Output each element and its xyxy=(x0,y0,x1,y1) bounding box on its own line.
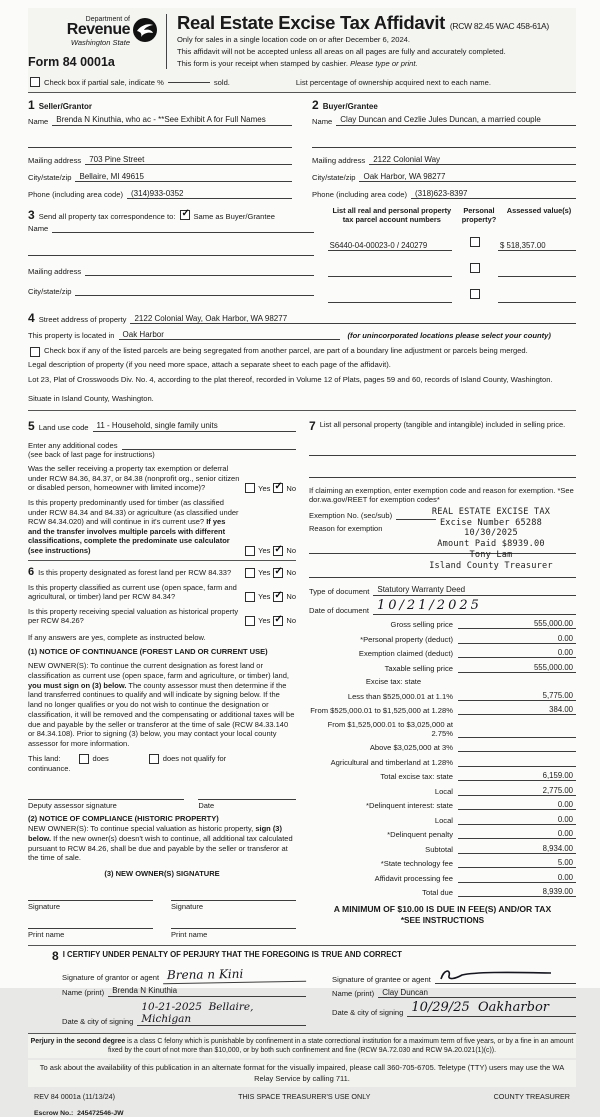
forest-yes-checkbox[interactable] xyxy=(245,568,255,578)
seller-city-label: City/state/zip xyxy=(28,172,72,182)
tax-row-label: Exemption claimed (deduct) xyxy=(358,649,453,659)
notice2-part-b: If the new owner(s) doesn't wish to continue, all additional tax calculated pursuant to RCW 84.26, shall be due and payable by the seller or transferor at the time of sale. xyxy=(28,833,293,863)
escrow-line xyxy=(28,1101,576,1117)
parcel-number-field-3[interactable] xyxy=(328,293,452,303)
footer xyxy=(28,1033,576,1117)
personal-property-intro: List all personal property (tangible and intangible) included in selling price. xyxy=(319,419,566,429)
dor-logo-block xyxy=(28,14,160,69)
historic-yes-checkbox[interactable] xyxy=(245,616,255,626)
notice-compliance-title: (2) NOTICE OF COMPLIANCE (HISTORIC PROPERTY) xyxy=(28,813,219,823)
tax-row-value xyxy=(458,742,576,752)
stamp-amount-paid: Amount Paid $8939.00 xyxy=(437,539,545,550)
left-column xyxy=(28,415,296,939)
section4-number: 4 xyxy=(28,310,35,325)
current-use-question xyxy=(28,583,296,602)
same-as-buyer-label: Same as Buyer/Grantee xyxy=(193,212,275,222)
tax-row-label: From $1,525,000.01 to $3,025,000 at 2.75% xyxy=(327,719,453,738)
owner-signature-label-1: Signature xyxy=(28,901,61,911)
timber-agriculture-question xyxy=(28,498,296,561)
does-not-checkbox[interactable] xyxy=(149,754,159,764)
buyer-name-field[interactable]: Clay Duncan and Cezlie Jules Duncan, a married couple xyxy=(336,115,576,125)
grantee-city-value: Oakharbor xyxy=(478,1000,549,1016)
exemption-no-label: Exemption No. (sec/sub) xyxy=(309,510,393,520)
main-columns xyxy=(28,410,576,939)
codes-note: (see back of last page for instructions) xyxy=(28,449,155,459)
treasurer-stamp xyxy=(393,507,589,571)
partial-sale-percent-field[interactable] xyxy=(168,82,210,83)
notice-continuance-title: (1) NOTICE OF CONTINUANCE (FOREST LAND OR CURRENT USE) xyxy=(28,646,268,656)
header-note-3-text: This form is your receipt when stamped by cashier. xyxy=(177,58,348,68)
new-owner-signature-title: (3) NEW OWNER(S) SIGNATURE xyxy=(104,869,220,879)
type-or-print-note: Please type or print. xyxy=(350,58,418,68)
grantor-signature-block xyxy=(62,964,306,1026)
grantee-date-field[interactable] xyxy=(407,1001,576,1017)
washington-state-label: Washington State xyxy=(70,38,130,48)
seller-city-field[interactable]: Bellaire, MI 49615 xyxy=(75,172,292,182)
yes-label: Yes xyxy=(258,592,271,602)
stamp-treasurer-title: Island County Treasurer xyxy=(429,560,553,571)
buyer-city-field[interactable]: Oak Harbor, WA 98277 xyxy=(359,172,576,182)
tax-row-label: Local xyxy=(434,815,453,825)
parcel-row-2 xyxy=(328,259,576,277)
street-address-label: Street address of property xyxy=(38,314,127,324)
certify-statement: I CERTIFY UNDER PENALTY OF PERJURY THAT THE FOREGOING IS TRUE AND CORRECT xyxy=(62,949,402,959)
header-note-1: Only for sales in a single location code on or after December 6, 2024. xyxy=(177,35,411,44)
deputy-date-field[interactable] xyxy=(198,788,296,800)
buyer-name-label: Name xyxy=(312,116,333,126)
notice-compliance-body xyxy=(28,824,296,863)
section7-number: 7 xyxy=(309,418,316,433)
parcel-numbers-header: List all real and personal property tax parcel account numbers xyxy=(332,206,452,225)
accessibility-paragraph: To ask about the availability of this publication in an alternate format for the visually impaired, please call 360-705-6705. Teletype (TTY) users may use the WA Relay Service by calling 711. xyxy=(28,1060,576,1086)
tax-row-label: *State technology fee xyxy=(380,859,453,869)
seller-name-label: Name xyxy=(28,116,49,126)
exemption-and-stamp xyxy=(309,506,576,579)
tax-row-label: Agricultural and timberland at 1.28% xyxy=(330,757,453,767)
dept-of-label: Department of xyxy=(85,16,130,23)
grantee-signature-field[interactable] xyxy=(435,968,576,984)
yes-label: Yes xyxy=(258,616,271,626)
section1-heading: Seller/Grantor xyxy=(38,102,93,112)
deputy-date-label: Date xyxy=(198,800,215,810)
tax-computation-table xyxy=(309,619,576,897)
tax-row-value: 5,775.00 xyxy=(458,691,576,701)
section2-heading: Buyer/Grantee xyxy=(322,102,378,112)
partial-sale-label: Check box if partial sale, indicate % xyxy=(44,77,164,87)
form-header xyxy=(28,8,576,71)
notice2-bold: sign (3) below. xyxy=(28,824,282,843)
personal-property-header: Personal property? xyxy=(461,206,497,225)
tax-row-value: 0.00 xyxy=(458,815,576,825)
tax-row-value: 555,000.00 xyxy=(458,663,576,673)
assessed-values-header: Assessed value(s) xyxy=(506,206,572,216)
exemption-yes-checkbox[interactable] xyxy=(245,483,255,493)
does-not-label: does not qualify for xyxy=(162,754,227,764)
buyer-city-label: City/state/zip xyxy=(312,172,356,182)
escrow-label: Escrow No.: xyxy=(34,1109,74,1117)
owner-printname-field-1[interactable] xyxy=(28,917,153,929)
does-checkbox[interactable] xyxy=(79,754,89,764)
section1-number: 1 xyxy=(28,98,35,113)
grantee-signature-label: Signature of grantee or agent xyxy=(332,974,431,984)
tax-row-label: Taxable selling price xyxy=(384,663,453,673)
notice2-part-a: NEW OWNER(S): To continue special valuation as historic property, xyxy=(28,824,256,834)
timber-yes-checkbox[interactable] xyxy=(245,546,255,556)
grantor-printname-field[interactable]: Brenda N Kinuthia xyxy=(108,986,306,996)
buyer-phone-label: Phone (including area code) xyxy=(312,190,407,200)
tax-row-value: 555,000.00 xyxy=(458,619,576,629)
exemption-deferral-question xyxy=(28,464,296,493)
tax-row-label: Less than $525,000.01 at 1.1% xyxy=(347,691,453,701)
stamp-title: REAL ESTATE EXCISE TAX xyxy=(431,506,551,517)
correspondence-city-field[interactable] xyxy=(75,286,313,296)
buyer-section xyxy=(312,97,576,199)
header-note-3 xyxy=(177,59,576,68)
perjury-paragraph xyxy=(28,1034,576,1059)
tax-row-label: *Personal property (deduct) xyxy=(360,634,453,644)
seller-section xyxy=(28,97,292,199)
tax-row-value: 8,934.00 xyxy=(458,844,576,854)
owner-signature-field-1[interactable] xyxy=(28,889,153,901)
tax-row-value: 0.00 xyxy=(458,648,576,658)
county-note: (for unincorporated locations please select your county) xyxy=(347,331,551,341)
yes-label: Yes xyxy=(258,546,271,556)
buyer-phone-field[interactable]: (318)623-8397 xyxy=(411,189,576,199)
owner-signature-field-2[interactable] xyxy=(171,889,296,901)
street-address-field[interactable]: 2122 Colonial Way, Oak Harbor, WA 98277 xyxy=(130,314,576,324)
ownership-note: List percentage of ownership acquired next to each name. xyxy=(295,77,491,87)
current-use-yes-checkbox[interactable] xyxy=(245,592,255,602)
grantor-signature-field[interactable]: Brena n Kini xyxy=(163,966,306,983)
section2-number: 2 xyxy=(312,98,319,113)
type-of-document-field[interactable]: Statutory Warranty Deed xyxy=(373,585,576,595)
exemption-no-checkbox[interactable] xyxy=(273,483,283,493)
tax-row-label: Affidavit processing fee xyxy=(374,873,453,883)
no-label: No xyxy=(286,616,296,626)
form-number: Form 84 0001a xyxy=(28,55,115,70)
tax-row-label: *Delinquent penalty xyxy=(387,830,453,840)
timber-no-checkbox[interactable] xyxy=(273,546,283,556)
deputy-signature-label: Deputy assessor signature xyxy=(28,800,117,810)
right-column xyxy=(309,415,576,939)
personal-property-field-1[interactable] xyxy=(309,444,576,456)
personal-property-checkbox-1[interactable] xyxy=(470,237,480,247)
seller-name-field[interactable]: Brenda N Kinuthia, who ac - **See Exhibit A for Full Names xyxy=(52,115,292,125)
parcel-number-field[interactable]: S6440-04-00023-0 / 240279 xyxy=(328,241,452,251)
tax-row-value: 0.00 xyxy=(458,873,576,883)
grantee-printname-label: Name (print) xyxy=(332,989,375,999)
tax-row-value: 8,939.00 xyxy=(458,887,576,897)
partial-sale-checkbox[interactable] xyxy=(30,77,40,87)
form-title-text: Real Estate Excise Tax Affidavit xyxy=(177,12,446,33)
grantor-printname-label: Name (print) xyxy=(62,987,105,997)
seller-mailing-label: Mailing address xyxy=(28,155,82,165)
correspondence-mailing-label: Mailing address xyxy=(28,267,82,277)
yes-label: Yes xyxy=(258,483,271,493)
dor-swirl-icon xyxy=(132,17,158,43)
exemption-note: If claiming an exemption, enter exemption code and reason for exemption. *See dor.wa.gov/REET for exemption codes* xyxy=(309,485,574,505)
notice1-bold: you must sign on (3) below. xyxy=(28,680,127,690)
owner-printname-field-2[interactable] xyxy=(171,917,296,929)
if-yes-note: If any answers are yes, complete as instructed below. xyxy=(28,632,206,642)
assessed-value-field[interactable]: $ 518,357.00 xyxy=(498,241,576,251)
located-in-label: This property is located in xyxy=(28,331,115,341)
new-owner-signature-row xyxy=(28,889,296,911)
no-label: No xyxy=(286,568,296,578)
tax-row-value: 0.00 xyxy=(458,634,576,644)
legal-description-text: Lot 23, Plat of Crosswoods Div. No. 4, according to the plat thereof, recorded in Volume 12 of Plats, pages 59 and 60, records of Island County, Washington. xyxy=(28,374,553,384)
grantee-date-value: 10/29/25 xyxy=(411,1000,470,1016)
rcw-reference: (RCW 82.45 WAC 458-61A) xyxy=(449,21,549,31)
reason-exemption-label: Reason for exemption xyxy=(309,523,383,533)
date-of-document-label: Date of document xyxy=(309,605,369,615)
tax-row-label: Total due xyxy=(422,888,453,898)
notice-continuance-body xyxy=(28,661,296,749)
type-of-document-label: Type of document xyxy=(309,586,370,596)
forest-no-checkbox[interactable] xyxy=(273,568,283,578)
partial-sale-row xyxy=(28,71,576,92)
correspondence-name-field[interactable] xyxy=(52,223,313,233)
tax-row-value: 5.00 xyxy=(458,858,576,868)
revenue-wordmark: Revenue xyxy=(66,21,130,38)
tax-row-label: Excise tax: state xyxy=(365,677,422,687)
timber-question-text: Is this property predominantly used for timber (as classified under RCW 84.34 and 84.33) or agriculture (as classified under RCW 84.34.020) and will continue in it's current use? xyxy=(28,498,239,527)
continuance-label: continuance. xyxy=(28,763,71,773)
tax-row-value xyxy=(458,757,576,767)
historic-text: Is this property receiving special valuation as historical property per RCW 84.26? xyxy=(28,606,239,626)
see-instructions-note: *SEE INSTRUCTIONS xyxy=(400,916,485,926)
tax-row-value: 6,159.00 xyxy=(458,771,576,781)
notice1-part-b: The county assessor must then determine if the land transferred continues to qualify and will indicate by signing below. If the land no longer qualifies or you do not wish to continue the designation or classification, it will be removed and the compensating or additional taxes will be due and payable by the seller or transferor at the time of sale (RCW 84.33.140 or 84.34.108). Prior to signing (3) below, you may contact your local county assessor for more information. xyxy=(28,680,295,749)
correspondence-mailing-field[interactable] xyxy=(85,266,313,276)
parcel-row-3 xyxy=(328,285,576,303)
section3-and-parcels xyxy=(28,205,576,309)
same-as-buyer-checkbox[interactable] xyxy=(180,210,190,220)
assessed-value-field-3[interactable] xyxy=(498,293,576,303)
grantor-date-value: 10-21-2025 xyxy=(141,1000,202,1013)
section7-intro xyxy=(309,420,576,432)
segregated-label: Check box if any of the listed parcels are being segregated from another parcel, are part of a boundary line adjustment or parcels being merged. xyxy=(44,346,528,356)
stamp-date: 10/30/2025 xyxy=(464,528,518,539)
no-label: No xyxy=(286,483,296,493)
grantee-signature-scribble xyxy=(435,968,555,981)
stamp-treasurer-name: Tony Lam xyxy=(469,549,513,560)
additional-codes-label: Enter any additional codes xyxy=(28,440,118,450)
forest-land-text: Is this property designated as forest land per RCW 84.33? xyxy=(38,567,232,577)
assessed-value-field-2[interactable] xyxy=(498,267,576,277)
rev-number: REV 84 0001a (11/13/24) xyxy=(34,1091,115,1101)
sold-label: sold. xyxy=(213,77,230,87)
tax-row-value: 2,775.00 xyxy=(458,786,576,796)
section8-number: 8 xyxy=(52,948,59,963)
section3-number: 3 xyxy=(28,208,35,223)
timber-question-bold: If yes and the transfer involves multiple parcels with different classifications, complete the predominate use calculator (see instructions) xyxy=(28,517,230,555)
forest-land-question xyxy=(28,567,296,578)
current-use-text: Is this property classified as current use (open space, farm and agricultural, or timber) land per RCW 84.34? xyxy=(28,582,237,602)
no-label: No xyxy=(286,592,296,602)
correspondence-name-label: Name xyxy=(28,224,49,234)
seller-phone-field[interactable]: (314)933-0352 xyxy=(127,189,292,199)
situate-text: Situate in Island County, Washington. xyxy=(28,393,154,403)
tax-row-value: 0.00 xyxy=(458,829,576,839)
yes-label: Yes xyxy=(258,568,271,578)
parcel-number-field-2[interactable] xyxy=(328,267,452,277)
segregated-checkbox[interactable] xyxy=(30,347,40,357)
minimum-fee-note: A MINIMUM OF $10.00 IS DUE IN FEE(S) AND/OR TAX xyxy=(333,904,552,915)
stamp-excise-number: Excise Number 65288 xyxy=(439,517,543,528)
personal-property-checkbox-3[interactable] xyxy=(470,289,480,299)
deputy-signature-row xyxy=(28,788,296,810)
personal-property-field-2[interactable] xyxy=(309,466,576,478)
no-label: No xyxy=(286,546,296,556)
perjury-bold: Perjury in the second degree xyxy=(30,1037,126,1045)
historic-question xyxy=(28,607,296,626)
grantor-date-label: Date & city of signing xyxy=(62,1016,134,1026)
correspondence-city-label: City/state/zip xyxy=(28,287,72,297)
deputy-signature-field[interactable] xyxy=(28,788,184,800)
grantee-printname-field[interactable]: Clay Duncan xyxy=(378,988,576,998)
tax-row-label: Subtotal xyxy=(425,844,453,854)
tax-row-label: Local xyxy=(434,786,453,796)
legal-description-label: Legal description of property (if you need more space, attach a separate sheet to each page of the affidavit). xyxy=(28,360,391,370)
this-land-label: This land: xyxy=(28,754,61,764)
correspondence-section xyxy=(28,207,314,303)
grantee-signature-block xyxy=(332,964,576,1026)
owner-printname-label-2: Print name xyxy=(171,929,208,939)
seller-phone-label: Phone (including area code) xyxy=(28,190,123,200)
additional-codes-field[interactable] xyxy=(122,440,297,450)
buyer-mailing-label: Mailing address xyxy=(312,155,366,165)
grantee-date-label: Date & city of signing xyxy=(332,1008,404,1017)
tax-row-label: Total excise tax: state xyxy=(380,772,453,782)
buyer-mailing-field[interactable]: 2122 Colonial Way xyxy=(369,155,576,165)
grantor-date-field[interactable] xyxy=(137,1001,306,1026)
parcel-row-1 xyxy=(328,233,576,251)
section6-number: 6 xyxy=(28,565,35,578)
grantor-city-value: Bellaire, Michigan xyxy=(141,1000,254,1025)
exemption-deferral-text: Was the seller receiving a property tax exemption or deferral under RCW 84.36, 84.37, or 84.38 (nonprofit org., senior citizen or disabled person, homeowner with limited income)? xyxy=(28,464,240,493)
tax-row-label: From $525,000.01 to $1,525,000 at 1.28% xyxy=(310,706,453,716)
personal-property-checkbox-2[interactable] xyxy=(470,263,480,273)
grantor-signature-label: Signature of grantor or agent xyxy=(62,973,160,983)
tax-row-label: Above $3,025,000 at 3% xyxy=(369,743,453,753)
footer-row xyxy=(28,1087,576,1101)
land-use-field[interactable]: 11 - Household, single family units xyxy=(93,421,296,431)
date-of-document-field[interactable]: 10/21/2025 xyxy=(373,599,576,615)
form-title xyxy=(177,14,576,33)
parcel-table xyxy=(328,207,576,303)
treasurer-space-label: THIS SPACE TREASURER'S USE ONLY xyxy=(238,1091,371,1101)
county-treasurer-label: COUNTY TREASURER xyxy=(493,1091,570,1101)
this-land-row xyxy=(28,754,296,764)
header-note-2: This affidavit will not be accepted unless all areas on all pages are fully and accurately completed. xyxy=(177,46,506,56)
notice1-part-a: NEW OWNER(S): To continue the current designation as forest land or classification as current use (open space, farm and agriculture, or timber) land, xyxy=(28,661,289,680)
buyer-name-extra-field[interactable] xyxy=(312,138,576,148)
historic-no-checkbox[interactable] xyxy=(273,616,283,626)
tax-row-value: 0.00 xyxy=(458,800,576,810)
land-use-label: Land use code xyxy=(38,422,89,432)
seller-mailing-field[interactable]: 703 Pine Street xyxy=(85,155,292,165)
correspondence-extra-field[interactable] xyxy=(28,246,314,256)
seller-buyer-sections xyxy=(28,92,576,205)
tax-row-label: *Delinquent interest: state xyxy=(366,801,453,811)
section8-certify xyxy=(28,945,576,1028)
located-in-field[interactable]: Oak Harbor xyxy=(119,330,340,340)
perjury-rest: is a class C felony which is punishable by confinement in a state correctional institution for a maximum term of five years, or by a fine in an amount fixed by the court of not more than $10,000, or by both such confinement and fine (RCW 9A.72.030 and RCW 9A.20.021(1)(c)). xyxy=(108,1037,574,1055)
owner-printname-label-1: Print name xyxy=(28,929,65,939)
does-label: does xyxy=(92,754,109,764)
current-use-no-checkbox[interactable] xyxy=(273,592,283,602)
seller-name-extra-field[interactable] xyxy=(28,138,292,148)
owner-signature-label-2: Signature xyxy=(171,901,204,911)
tax-row-value xyxy=(458,728,576,738)
new-owner-printname-row xyxy=(28,917,296,939)
section4-property xyxy=(28,309,576,410)
tax-row-value: 384.00 xyxy=(458,705,576,715)
section5-number: 5 xyxy=(28,418,35,433)
correspondence-label: Send all property tax correspondence to: xyxy=(38,212,176,222)
escrow-number: 245472546-JW xyxy=(77,1109,124,1117)
tax-row-label: Gross selling price xyxy=(390,620,453,630)
